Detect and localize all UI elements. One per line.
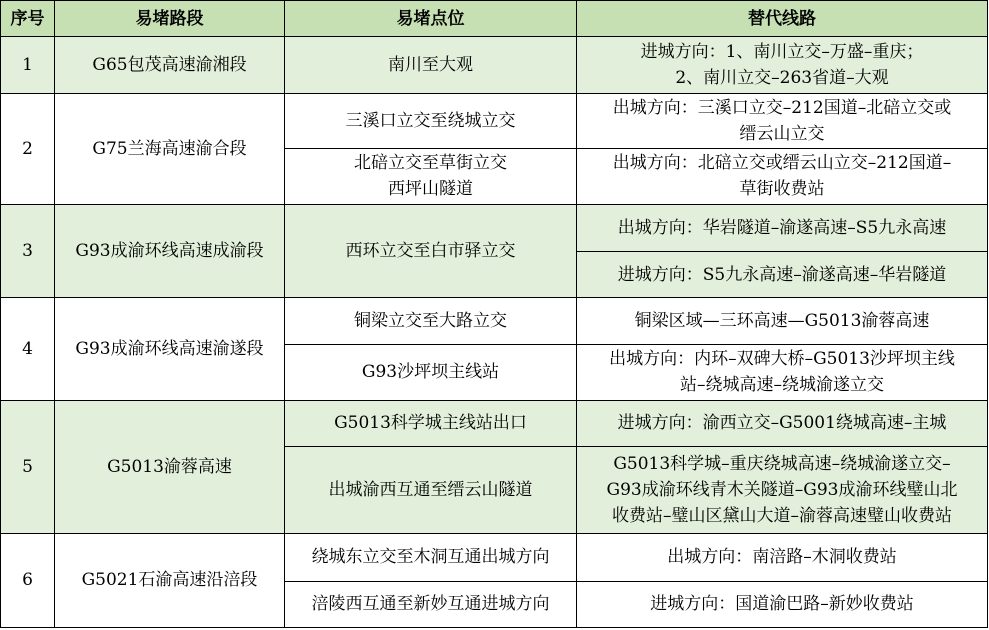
header-no: 序号 <box>1 1 55 37</box>
table-row <box>1 204 988 251</box>
row-number: 2 <box>1 94 55 205</box>
table-row <box>1 533 988 581</box>
alternate-route: 进城方向：1、南川立交–万盛–重庆； 2、南川立交–263省道–大观 <box>577 37 988 94</box>
congestion-point: 铜梁立交至大路立交 <box>285 298 577 344</box>
row-number: 5 <box>1 400 55 533</box>
alternate-route: 进城方向：渝西立交–G5001绕城高速–主城 <box>577 400 988 446</box>
congestion-point: 西环立交至白市驿立交 <box>285 204 577 297</box>
row-number: 4 <box>1 298 55 400</box>
road-section: G75兰海高速渝合段 <box>55 94 285 205</box>
alternate-route: 出城方向：三溪口立交–212国道–北碚立交或 缙云山立交 <box>577 94 988 148</box>
header-road: 易堵路段 <box>55 1 285 37</box>
row-number: 3 <box>1 204 55 297</box>
congestion-point: 涪陵西互通至新妙互通进城方向 <box>285 581 577 627</box>
congestion-point: G93沙坪坝主线站 <box>285 344 577 400</box>
road-section: G93成渝环线高速成渝段 <box>55 204 285 297</box>
header-row <box>1 1 988 37</box>
road-section: G5021石渝高速沿涪段 <box>55 533 285 628</box>
row-number: 6 <box>1 533 55 628</box>
table-row <box>1 37 988 94</box>
table-row <box>1 298 988 344</box>
congestion-point: 三溪口立交至绕城立交 <box>285 94 577 148</box>
alternate-route: 出城方向：华岩隧道–渝遂高速–S5九永高速 <box>577 204 988 251</box>
congestion-point: G5013科学城主线站出口 <box>285 400 577 446</box>
congestion-point: 北碚立交至草街立交 西坪山隧道 <box>285 148 577 204</box>
congestion-point: 绕城东立交至木洞互通出城方向 <box>285 533 577 581</box>
congestion-point: 出城渝西互通至缙云山隧道 <box>285 447 577 533</box>
table-row <box>1 94 988 148</box>
alternate-route: G5013科学城–重庆绕城高速–绕城渝遂立交– G93成渝环线青木关隧道–G93成渝环线璧山北 收费站–璧山区黛山大道–渝蓉高速璧山收费站 <box>577 447 988 533</box>
alternate-route: 出城方向：北碚立交或缙云山立交–212国道– 草街收费站 <box>577 148 988 204</box>
congestion-point: 南川至大观 <box>285 37 577 94</box>
alternate-route: 出城方向：南涪路–木洞收费站 <box>577 533 988 581</box>
alternate-route: 出城方向：内环–双碑大桥–G5013沙坪坝主线 站–绕城高速–绕城渝遂立交 <box>577 344 988 400</box>
road-section: G93成渝环线高速渝遂段 <box>55 298 285 400</box>
alternate-route: 进城方向：S5九永高速–渝遂高速–华岩隧道 <box>577 252 988 298</box>
table-row <box>1 400 988 446</box>
road-section: G65包茂高速渝湘段 <box>55 37 285 94</box>
alternate-route: 铜梁区域—三环高速—G5013渝蓉高速 <box>577 298 988 344</box>
row-number: 1 <box>1 37 55 94</box>
header-route: 替代线路 <box>577 1 988 37</box>
header-point: 易堵点位 <box>285 1 577 37</box>
road-section: G5013渝蓉高速 <box>55 400 285 533</box>
alternate-route: 进城方向：国道渝巴路–新妙收费站 <box>577 581 988 627</box>
